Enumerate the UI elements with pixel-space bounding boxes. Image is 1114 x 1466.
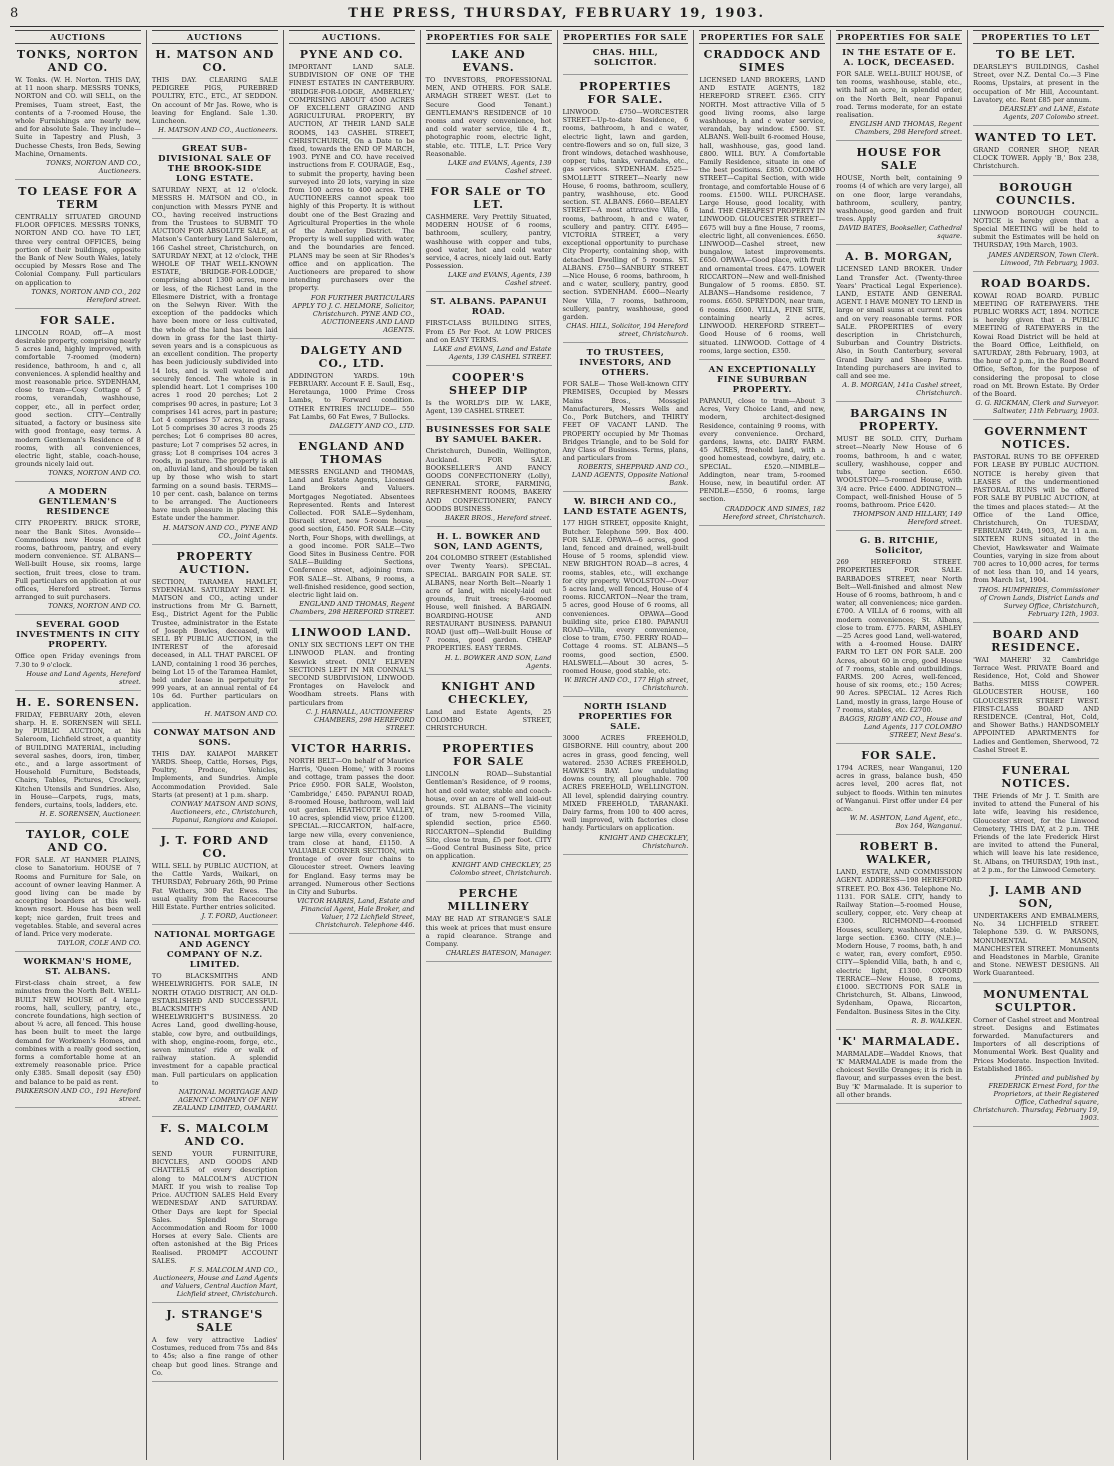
ad-title: TO TRUSTEES, INVESTORS, AND OTHERS. xyxy=(579,348,672,379)
ad-signature: THOS. HUMPHRIES, Commissioner of Crown Lands, District Lands and Survey Office, Christchurch, February 12th, 1903. xyxy=(978,585,1099,618)
ad-signature: R. B. WALKER. xyxy=(911,1016,963,1025)
ad-signature: BAGGS, RIGBY AND CO., House and Land Agents, 117 COLOMBO STREET, Next Besa's. xyxy=(839,714,963,739)
ad-signature: BAKER BROS., Hereford street. xyxy=(444,514,552,523)
advertisement xyxy=(836,1035,962,1104)
top-rule xyxy=(10,26,1104,27)
ad-title: J. T. FORD AND CO. xyxy=(160,834,270,861)
advertisement xyxy=(152,1308,278,1382)
ad-body: 177 HIGH STREET, opposite Knight, Butcher. Telephone 599. Box 400. FOR SALE. OPAWA—6 acres, good land, fenced and drained, well-built House of 5 rooms, splendid view. NEW BRIGHTON ROAD—8 acres, 4 rooms, stables, etc., will exchange for city property. WOOLSTON—Over 5 acres land, well fenced, House of 4 rooms. RICCARTON—Near the tram, 5 acres, good House of 6 rooms, all conveniences. OPAWA—Good building site, price £180. PAPANUI ROAD—Villa, every convenience, close to tram, £750. FERRY ROAD—Cottage 4 rooms. ST. ALBANS—5 rooms, good section, £500. HALSWELL—About 30 acres, 5-roomed House, good stable, etc. xyxy=(562,519,689,675)
ad-body: SATURDAY NEXT, at 12 o'clock. MESSRS H. MATSON and CO., in conjunction with Messrs PYNE and CO., having received instructions from the Trustees to SUBMIT TO AUCTION FOR ABSOLUTE SALE, at Matson's Canterbury Land Saleroom, 166 Cashel street, Christchurch, on SATURDAY NEXT, at 12 o'clock, THE WHOLE OF THAT WELL-KNOWN ESTATE, 'BRIDGE-FOR-LODGE,' comprising about 1300 acres, more or less, of the Richest Land in the Ellesmere District, with a frontage on the Selwyn River. With the exception of the paddocks which have been more or less cultivated, the whole of the land has been laid down in grass for the last thirty-seven years and is a conspicuous as an excellent condition. The property has been judiciously subdivided into 14 lots, and is well watered and securely fenced. The whole is in splendid heart. Lot 1 comprises 100 acres 1 rood 20 perches; Lot 2 comprises 90 acres, in pasture; Lot 3 comprises 141 acres, part in pasture; Lot 4 comprises 57 acres, in grass; Lot 5 comprises 30 acres 3 roods 25 perches; Lot 6 comprises 80 acres, pasture; Lot 7 comprises 52 acres, in grass; Lot 8 comprises 104 acres 3 roods, in pasture. The property is all on, alluvial land, and should be taken up by those who wish to start farming on a sound basis. TERMS—10 per cent. cash, balance on terms to be arranged. The Auctioneers have much pleasure in placing this Estate under the hammer. xyxy=(151,186,278,523)
ad-title: AN EXCEPTIONALLY FINE SUBURBAN PROPERTY. xyxy=(708,364,817,395)
ad-title: BUSINESSES FOR SALE BY SAMUEL BAKER. xyxy=(426,425,551,446)
ad-body: SEND YOUR FURNITURE, BICYCLES, AND GOODS AND CHATTELS of every description along to MALCOLM'S AUCTION MART. If you wish to realise Top Price. AUCTION SALES Held Every WEDNESDAY AND SATURDAY. Other Days are kept for Special Sales. Splendid Storage Accommodation and Room for 1000 Horses at every Sale. Clients are often astonished at the Big Prices Realised. PROMPT ACCOUNT SALES. xyxy=(151,1150,278,1265)
ad-body: FRIDAY, FEBRUARY 20th, eleven sharp. H. E. SORENSEN will SELL by PUBLIC AUCTION, at his Saleroom, Lichfield street, a quantity of BUILDING MATERIAL, including several sashes, doors, iron, timber, etc., and a large assortment of Household Furniture, Bedsteads, Chairs, Tables, Pictures, Crockery, Kitchen Utensils and Sundries. Also, in House—Carpets, rugs, mats, fenders, curtains, tools, ladders, etc. xyxy=(15,710,141,809)
ad-signature: H. E. SORENSEN, Auctioneer. xyxy=(39,810,141,819)
advertisement xyxy=(426,887,552,962)
advertisement xyxy=(289,440,415,621)
advertisement xyxy=(563,80,689,343)
advertisement xyxy=(699,48,825,360)
ad-signature: G. G. RICKMAN, Clerk and Surveyor. Saltwater, 11th February, 1903. xyxy=(975,399,1099,416)
ad-body: LAND, ESTATE, AND COMMISSION AGENT. ADDRESS—198 HEREFORD STREET. P.O. Box 436. Telephone No. 1131. FOR SALE. CITY, handy to Railway Station—5-roomed House, scullery, copper, etc. Very cheap at £300. RICHMOND—4-roomed Houses, scullery, washhouse, stable, large section. £360. CITY (N.E.)—Modern House, 7 rooms, bath, h and c water, ran, every comfort, £950. CITY—Splendid Villa, bath, h and c, electric light, £1300. OXFORD TERRACE—New House, 8 rooms, £1000. SECTIONS FOR SALE in Christchurch, St. Albans, Linwood, Sydenham, Opawa, Riccarton, Fendalton. Business Sites in the City. xyxy=(836,868,963,1016)
ad-body: 1794 ACRES, near Wanganui, 120 acres in grass, balance bush, 450 acres level, 200 acres flat, not subject to floods. Within ten minutes of Wanganui. First offer under £4 per acre. xyxy=(836,763,963,813)
ad-signature: TAYLOR, COLE AND CO. xyxy=(57,939,141,948)
ad-title: ROBERT B. WALKER, xyxy=(859,840,939,867)
column-header: PROPERTIES TO LET xyxy=(973,30,1099,44)
advertisement xyxy=(15,620,141,690)
ad-body: 269 HEREFORD STREET. PROPERTIES FOR SALE. BARBADOES STREET, near North Belt—Well-finished and almost New House of 6 rooms, bathroom, h and c water, all conveniences; nice garden. £700. A VILLA of 6 rooms, with all modern conveniences; St. Albans, close to tram. £775. FARM, ASHLEY—25 Acres good Land, well-watered, with a 4-roomed House. DAIRY FARM TO LET ON FOR SALE. 200 Acres, about 60 in crop, good House of 7 rooms, stable and outbuildings. FARMS. 200 Acres, well-fenced, house of six rooms, etc.; 150 Acres; 90 Acres. SPECIAL. 12 Acres Rich Land, mostly in grass, large House of 7 rooms, stables, etc. £2700. xyxy=(836,558,963,714)
advertisement xyxy=(426,48,552,180)
ad-signature: TONKS, NORTON AND CO., 202 Hereford street. xyxy=(31,287,141,304)
ad-title: BARGAINS IN PROPERTY. xyxy=(850,407,949,434)
ad-signature: A. B. MORGAN, 141a Cashel street, Christchurch. xyxy=(842,381,963,398)
ad-body: 204 COLOMBO STREET (Established over Twenty Years). SPECIAL. SPECIAL. BARGAIN FOR SALE. ST. ALBANS, near North Belt—Nearly 1 acre of land, with nicely-laid out grounds, fruit trees; 6-roomed House, well finished. A BARGAIN. BOARDING-HOUSE AND RESTAURANT BUSINESS. PAPANUI ROAD (just off)—Well-built House of 7 rooms, good garden. CHEAP PROPERTIES. EASY TERMS. xyxy=(425,554,552,653)
advertisement xyxy=(836,250,962,402)
ad-signature: TONKS, NORTON AND CO., Auctioneers. xyxy=(46,159,141,176)
ad-title: W. BIRCH AND CO., LAND ESTATE AGENTS, xyxy=(563,497,688,518)
ad-signature: CHAS. HILL, Solicitor, 194 Hereford street, Christchurch. xyxy=(566,322,689,339)
ad-body: Office open Friday evenings from 7.30 to 9 o'clock. xyxy=(15,652,141,669)
advertisement xyxy=(152,48,278,139)
ad-body: ADDINGTON YARDS. 19th FEBRUARY. Account F. E. Saull, Esq., Heretaunga, 1000 Prime Cross Lambs, to Forward condition. OTHER ENTRIES INCLUDE— 550 Fat Lambs, 60 Fat Ewes, 7 Bullocks. xyxy=(288,371,415,421)
ad-signature: KNIGHT AND CHECKLEY, Christchurch. xyxy=(599,833,689,850)
column-header: PROPERTIES FOR SALE xyxy=(700,32,825,42)
advertisement xyxy=(563,497,689,697)
ad-signature: DALGETY AND CO., LTD. xyxy=(329,421,415,430)
ad-body: PASTORAL RUNS TO BE OFFERED FOR LEASE BY PUBLIC AUCTION. NOTICE is hereby given that LEASES of the undermentioned PASTORAL RUNS will be offered FOR SALE BY PUBLIC AUCTION, at the times and places stated:— At the Office of the Land Office, Christchurch, On TUESDAY, FEBRUARY 24th, 1903, At 11 a.m. SIXTEEN RUNS situated in the Cheviot, Hawkswater and Waimate Counties, varying in size from about 700 acres to 10,000 acres, for terms of not less than 10, and 14 years, from March 1st, 1904. xyxy=(973,453,1099,585)
advertisement xyxy=(15,696,141,823)
ad-title: NORTH ISLAND PROPERTIES FOR SALE. xyxy=(578,702,673,733)
advertisement xyxy=(15,957,141,1108)
ad-body: KOWAI ROAD BOARD. PUBLIC MEETING OF RATEPAYERS. THE PUBLIC WORKS ACT, 1894. NOTICE is hereby given that a PUBLIC MEETING of RATEPAYERS in the Kowai Road District will be held at the Board Office, Leithfield, on SATURDAY, 28th February, 1903, at the hour of 2 p.m., in the Road Board Office, Sefton, for the purpose of considering the proposal to close road on Mt. Brown Estate. By Order of the Board. xyxy=(973,291,1099,399)
ad-body: MUST BE SOLD. CITY, Durham street—Nearly New House of 6 rooms, bathroom, h and c water, scullery, washhouse, copper and tubs, large section. £650. WOOLSTON—5-roomed House, with 3/4 acre. Price £400. ADDINGTON—Compact, well-finished House of 5 rooms, bathroom. Price £420. xyxy=(836,435,963,509)
advertisement xyxy=(973,425,1099,622)
ad-body: TO INVESTORS, PROFESSIONAL MEN, AND OTHERS. FOR SALE. ARMAGH STREET WEST. (Let to Secure Good Tenant.) GENTLEMAN'S RESIDENCE of 10 rooms and every convenience, hot and cold water service, tile 4 ft., photographic room, electric light, stable, etc. TITLE, L.T. Price Very Reasonable. xyxy=(425,76,552,158)
ad-body: THIS DAY. KAIAPOI MARKET YARDS. Sheep, Cattle, Horses, Pigs, Poultry, Produce, Vehicles, Implements, and Sundries. Ample Accommodation Provided. Sale Starts (at present) at 1 p.m. sharp. xyxy=(151,749,278,799)
advertisement xyxy=(426,742,552,882)
advertisement xyxy=(836,840,962,1030)
ad-title: TONKS, NORTON AND CO. xyxy=(16,48,139,74)
advertisement xyxy=(973,181,1099,272)
ad-body: THIS DAY. CLEARING SALE PEDIGREE PIGS, PUREBRED POULTRY, ETC., ETC., AT SEDDON. On account of Mr Jas. Rowe, who is leaving for England. Sale 1.30. Luncheon. xyxy=(151,76,278,126)
advertisement xyxy=(426,425,552,527)
ad-signature: CONWAY MATSON AND SONS, Auctioneers, etc., Christchurch, Papanui, Rangiora and Kaiapoi. xyxy=(170,800,278,825)
ad-signature: Printed and published by FREDERICK Ernest Ford, for the Proprietors, at their Registered Office, Cathedral square, Christchurch. Thursday, February 19, 1903. xyxy=(973,1074,1099,1123)
ad-title: PROPERTIES FOR SALE. xyxy=(579,80,672,106)
newspaper-title: THE PRESS, THURSDAY, FEBRUARY 19, 1903. xyxy=(348,5,766,21)
ad-signature: JAMES ANDERSON, Town Clerk. Linwood, 7th February, 1903. xyxy=(988,250,1099,267)
advertisement xyxy=(563,702,689,854)
ad-body: ONLY SIX SECTIONS LEFT ON THE LINWOOD PLAN. and fronting Keswick street. ONLY ELEVEN SECTIONS LEFT IN MR CONNAL'S SECOND SUBDIVISION, LINWOOD. Frontages on Havelock and Woodham streets. Plans with particulars from xyxy=(288,641,415,707)
advertisement xyxy=(426,297,552,366)
ad-signature: CHARLES BATESON, Manager. xyxy=(445,949,552,958)
ad-title: ROAD BOARDS. xyxy=(980,276,1092,290)
ad-signature: FOR FURTHER PARTICULARS APPLY TO J. C. HELMORE, Solicitor, Christchurch. PYNE AND CO., AUCTIONEERS AND LAND AGENTS. xyxy=(292,293,415,334)
columns xyxy=(10,30,1104,1460)
ad-title: CONWAY MATSON AND SONS. xyxy=(153,727,277,748)
ad-body: MESSRS ENGLAND and THOMAS, Land and Estate Agents, Licensed Land Brokers and Valuers. Mortgages Negotiated. Absentees Represented. Rents and Interest Collected. FOR SALE—Sydenham, Disraeli street, new 5-room house, good section, £450. FOR SALE—City North, Four Shops, with dwellings, at a good income. FOR SALE—Two Good Sites in Business Centre. FOR SALE—Building Sections, Conference street, adjoining tram. FOR SALE—St. Albans, 9 rooms, a well-finished residence, good section, electric light laid on. xyxy=(288,467,415,599)
column-header: AUCTIONS xyxy=(152,30,278,44)
ad-title: GOVERNMENT NOTICES. xyxy=(984,425,1088,452)
ad-signature: KNIGHT AND CHECKLEY, 25 Colombo street, Christchurch. xyxy=(450,861,552,878)
ad-body: SECTION, TARAMEA HAMLET, SYDENHAM. SATURDAY NEXT. H. MATSON and CO., acting under instructions from Mr G. Barnett, Esq., District Agent for the Public Trustee, administrator in the Estate of Joseph Bowles, deceased, will SELL BY PUBLIC AUCTION, in the INTEREST of the aforesaid deceased, in ALL THAT PARCEL OF LAND, containing 1 rood 36 perches, being Lot 15 of the Taramea Hamlet, held under lease in perpetuity for 999 years, at an annual rental of £4 10s 6d. Further particulars on application. xyxy=(151,577,278,709)
ad-title: H. L. BOWKER AND SON, LAND AGENTS, xyxy=(434,532,544,553)
ad-title: HOUSE FOR SALE xyxy=(856,146,942,173)
ad-title: TO BE LET. xyxy=(996,48,1076,61)
ad-signature: THOMPSON AND HILLARY, 149 Hereford street. xyxy=(852,510,963,527)
ad-signature: H. L. BOWKER AND SON, Land Agents. xyxy=(444,653,552,670)
ad-body: LINWOOD BOROUGH COUNCIL. NOTICE is hereby given that a Special MEETING will be held to submit the Estimates will be held on THURSDAY, 19th March, 1903. xyxy=(973,208,1099,250)
ad-body: Is the WORLD'S DIP. W. LAKE, Agent, 139 CASHEL STREET. xyxy=(425,399,552,416)
advertisement xyxy=(836,536,962,744)
ad-signature: W. BIRCH AND CO., 177 High street, Christchurch. xyxy=(564,676,689,693)
ad-body: MARMALADE—Waddel Knows, that 'K' MARMALADE is made from the choicest Seville Oranges; it is rich in flavour, and surpasses even the best. Buy 'K' Marmalade. It is superior to all other brands. xyxy=(836,1049,963,1099)
ad-title: FOR SALE. xyxy=(40,313,116,327)
ad-body: FOR SALE. AT HANMER PLAINS, close to Sanatorium. HOUSE of 7 Rooms and Furniture for Sale, on account of owner leaving Hanmer. A good living can be made by accepting boarders at this well-known resort. House has been well kept; nice garden, fruit trees and vegetables. Stable, and several acres of land. Price very moderate. xyxy=(15,856,141,939)
ad-body: FOR SALE. WELL-BUILT HOUSE, of ten rooms, washhouse, stable, etc., with half an acre, in splendid order, on the North Belt, near Papanui road. Terms moderate, for an estate realisation. xyxy=(836,70,963,120)
advertisement xyxy=(699,365,825,526)
ad-title: A. B. MORGAN, xyxy=(845,250,954,264)
advertisement xyxy=(836,407,962,531)
ad-signature: VICTOR HARRIS, Land, Estate and Financial Agent, Hale Broker, and Valuer, 172 Lichfield Street, Christchurch. Telephone 446. xyxy=(297,897,415,930)
ad-body: WILL SELL by PUBLIC AUCTION, at the Cattle Yards, Waikari, on THURSDAY, February 26th, 90 Prime Fat Wethers, 300 Fat Ewes. The usual quality from the Racecourse Hill Estate. Further entries solicited. xyxy=(151,862,278,912)
ad-title: H. E. SORENSEN. xyxy=(16,695,140,709)
advertisement xyxy=(152,728,278,829)
ad-body: TO BLACKSMITHS AND WHEELWRIGHTS. FOR SALE, IN NORTH OTAGO DISTRICT, AN OLD-ESTABLISHED AND SUCCESSFUL BLACKSMITH'S AND WHEELWRIGHT'S BUSINESS. 20 Acres Land, good dwelling-house, stable, cow byre, and outbuildings, with shop, engine-room, forge, etc., seven minutes' ride or walk of railway station. A splendid investment for a capable practical man. Full particulars on application to xyxy=(151,972,278,1087)
advertisement xyxy=(836,48,962,141)
ad-title: G. B. RITCHIE, Solicitor, xyxy=(859,536,939,557)
ad-body: LINCOLN ROAD—Substantial Gentleman's Residence, of 9 rooms, hot and cold water, stable and coach-house, over an acre of well laid-out grounds. ST. ALBANS—The vicinity of tram, new 5-roomed Villa, splendid section, price £560. RICCARTON—Splendid Building Site, close to tram, £5 per foot. CITY—Good Central Business Site, price on application. xyxy=(425,770,552,861)
ad-title: CHAS. HILL, SOLICITOR. xyxy=(592,48,659,68)
column-header: PROPERTIES FOR SALE xyxy=(837,32,961,42)
ad-title: WANTED TO LET. xyxy=(974,131,1098,145)
advertisement xyxy=(563,48,689,75)
ad-signature: CRADDOCK AND SIMES, 182 Hereford street, Christchurch. xyxy=(722,504,826,521)
advertisement xyxy=(973,988,1099,1127)
ad-signature: F. S. MALCOLM AND CO., Auctioneers, House and Land Agents and Valuers, Central Auction Mart, Lichfield street, Christchurch. xyxy=(153,1265,278,1298)
ad-body: CASHMERE. Very Prettily Situated, MODERN HOUSE of 6 rooms, bathroom, scullery, pantry, washhouse with copper and tubs, good water, hot and cold water service, 4 acres, nicely laid out. Early Possession. xyxy=(425,213,552,271)
ad-signature: LAKE and EVANS, Land and Estate Agents, 139 CASHEL STREET. xyxy=(433,345,552,362)
advertisement xyxy=(15,487,141,615)
ad-signature: DEARSLEY and LANE, Estate Agents, 207 Colombo street. xyxy=(999,105,1099,122)
column-4 xyxy=(421,30,558,1460)
advertisement xyxy=(15,314,141,482)
ad-body: A few very attractive Ladies' Costumes, reduced from 75s and 84s to 45s; also a fine range of other cheap but good lines. Strange and Co. xyxy=(151,1335,278,1377)
ad-title: FOR SALE. xyxy=(861,748,938,762)
ad-signature: J. T. FORD, Auctioneer. xyxy=(201,912,278,921)
advertisement xyxy=(152,1122,278,1303)
ad-body: LICENSED LAND BROKERS, LAND AND ESTATE AGENTS, 182 HEREFORD STREET. £365. CITY NORTH. Most attractive Villa of 5 good living rooms, also large washhouse, h and c water service, verandah, bay window. £500. ST. ALBANS. Well-built 6-roomed House, hall, washhouse, gas, good land. £800. WILL BUY. A Comfortable Family Residence, situate in one of the best positions. £850. COLOMBO STREET—Capital Section, with wide frontage, and comfortable House of 6 rooms. £1500. WILL PURCHASE. Large House, good locality, with land. THE CHEAPEST PROPERTY IN LINWOOD. GLOUCESTER STREET—£675 will buy a fine House, 7 rooms, electric light, all conveniences. £650. LINWOOD—Cashel street, new bungalow, latest improvements. £650. OPAWA—Good place, with fruit and ornamental trees. £475. LOWER RICCARTON—New and well-finished Bungalow of 5 rooms. £850. ST. ALBANS—Handsome residence, 7 rooms. £650. SPREYDON, near tram, 6 rooms. £600. VILLA, FINE SITE, containing nearly 2 acres. LINWOOD. HEREFORD STREET—Good House of 6 rooms, well situated. LINWOOD. Cottage of 4 rooms, large section, £350. xyxy=(699,76,826,355)
ad-title: PROPERTY AUCTION. xyxy=(176,549,254,576)
ad-title: CRADDOCK AND SIMES xyxy=(703,48,821,74)
ad-body: FIRST-CLASS BUILDING SITES, From £5 Per Foot. At LOW PRICES and on EASY TERMS. xyxy=(425,319,552,344)
column-7 xyxy=(831,30,968,1460)
advertisement xyxy=(426,680,552,738)
ad-title: 'K' MARMALADE. xyxy=(837,1034,961,1048)
advertisement xyxy=(836,749,962,835)
ad-signature: H. MATSON AND CO., PYNE AND CO., Joint Agents. xyxy=(162,523,278,540)
advertisement xyxy=(426,185,552,292)
ad-body: PAPANUI, close to tram—About 3 Acres, Very Choice Land, and new, modern, architect-designed Residence, containing 9 rooms, with every convenience. Orchard, gardens, lawns, etc. DAIRY FARM. 45 ACRES, freehold land, with a good homestead, cowbyre, dairy, etc. SPECIAL. £520.—NIMBLE—Addington, near tram, 5-roomed House, new, in beautiful order. AT PENDLE—£550, 6 rooms, large section. xyxy=(699,396,826,504)
column-header: AUCTIONS. xyxy=(289,30,415,44)
advertisement xyxy=(152,834,278,925)
ad-title: PERCHE MILLINERY xyxy=(447,887,530,914)
ad-signature: TONKS, NORTON AND CO. xyxy=(48,469,141,478)
advertisement xyxy=(563,348,689,492)
ad-body: NORTH BELT—On behalf of Maurice Harris, 'Queen Home,' with 3 rooms and cottage, tram passes the door. Price £950. FOR SALE, Woolston, 'Cambridge,' £450. PAPANUI ROAD, 8-roomed House, bathroom, well laid out garden. HEATHCOTE VALLEY, 10 acres, splendid view, price £1200. SPECIAL.—RICCARTON, half-acre, large new villa, every convenience, tram close at hand, £1150. A VALUABLE CORNER SECTION, with frontage of over four chains to Gloucester street. Owners leaving for England. Easy terms may be arranged. Numerous other Sections in City and Suburbs. xyxy=(288,756,415,897)
ad-signature: C. J. HARNALL, AUCTIONEERS' CHAMBERS, 298 HEREFORD STREET. xyxy=(305,707,415,732)
ad-title: ENGLAND AND THOMAS xyxy=(298,439,406,466)
ad-title: IN THE ESTATE OF E. A. LOCK, DECEASED. xyxy=(842,48,957,68)
ad-body: Christchurch, Dunedin, Wellington, Auckland. FOR SALE. BOOKSELLER'S AND FANCY GOODS CONFECTIONERY (Lolly), GENERAL STORE, FARMING, REFRESHMENT ROOMS, BAKERY AND CONFECTIONERY, FANCY GOODS BUSINESS. xyxy=(425,447,552,513)
ad-title: TO LEASE FOR A TERM xyxy=(18,185,138,212)
ad-signature: H. MATSON AND CO. xyxy=(204,709,278,718)
ad-signature: LAKE and EVANS, Agents, 139 Cashel street. xyxy=(447,271,552,288)
ad-body: HOUSE, North belt, containing 9 rooms (4 of which are very large), all on one floor, large verandahs, bathroom, scullery, pantry, washhouse, good garden and fruit trees. Apply xyxy=(836,174,963,224)
ad-title: ST. ALBANS. PAPANUI ROAD. xyxy=(430,297,547,318)
ad-body: First-class chain street, a few minutes from the North Belt. WELL-BUILT NEW HOUSE of 4 large rooms, hall, scullery, pantry, etc., concrete foundations, high section of about ¼ acre, all fenced. This house has been built to meet the large demand for Workmen's Homes, and combines with a really good section, forms a comfortable home at an extremely reasonable price. Price only £385. Small deposit (say £50) and balance to be paid as rent. xyxy=(15,979,141,1086)
ad-signature: NATIONAL MORTGAGE AND AGENCY COMPANY OF NEW ZEALAND LIMITED, OAMARU. xyxy=(172,1088,278,1113)
ad-body: CENTRALLY SITUATED GROUND FLOOR OFFICES. MESSRS TONKS, NORTON AND CO. have TO LET, three very central OFFICES, being portion of their buildings, opposite the Bank of New South Wales, lately occupied by Messrs Rose and The Colonial Company. Full particulars on application to xyxy=(15,213,141,287)
ad-signature: PARKERSON AND CO., 191 Hereford street. xyxy=(15,1086,141,1103)
advertisement xyxy=(15,48,141,180)
advertisement xyxy=(152,930,278,1117)
ad-title: NATIONAL MORTGAGE AND AGENCY COMPANY OF N.Z. LIMITED. xyxy=(154,930,276,971)
advertisement xyxy=(973,131,1099,176)
advertisement xyxy=(152,144,278,544)
ad-body: GRAND CORNER SHOP, NEAR CLOCK TOWER. Apply 'B,' Box 238, Christchurch. xyxy=(973,146,1099,171)
ad-body: Corner of Cashel street and Montreal street. Designs and Estimates forwarded. Manufacturers and Importers of all descriptions of Monumental Work. Best Quality and Prices Moderate. Inspection Invited. Established 1865. xyxy=(973,1015,1099,1073)
ad-title: GREAT SUB-DIVISIONAL SALE OF THE BROOK-SIDE LONG ESTATE. xyxy=(158,144,272,185)
advertisement xyxy=(973,48,1099,126)
column-8 xyxy=(968,30,1104,1460)
ad-body: W. Tonks. (W. H. Norton. THIS DAY, at 11 noon sharp. MESSRS TONKS, NORTON and CO. will SELL, on the Premises, Tuam street, East, the contents of a 7-roomed House, the whole Furnishings are nearly new, and for absolute Sale. They include— Suite in Tapestry and Plush, 3 Duchesse Chests, Iron Beds, Sewing Machine, Ornaments. xyxy=(15,76,141,158)
ad-title: PROPERTIES FOR SALE xyxy=(442,742,535,769)
page-number: 8 xyxy=(10,5,20,21)
ad-title: BOARD AND RESIDENCE. xyxy=(991,627,1081,654)
advertisement xyxy=(152,550,278,723)
ad-title: J. LAMB AND SON, xyxy=(989,884,1083,910)
ad-body: LINWOOD. £750—WORCESTER STREET—Up-to-date Residence, 6 rooms, bathroom, h and c water, electric light, lawn and garden, centre-flowers and so on, full size, 3 front windows, detached washhouse, copper, tubs, tanks, verandahs, etc., gas services. SYDENHAM. £525—SMOLLETT STREET—Nearly new House, 6 rooms, bathroom, scullery, pantry, washhouse, etc. Good section. ST. ALBANS. £660—BEALEY STREET—A most attractive Villa, 6 rooms, bathroom, h and c water, scullery and pantry. CITY. £495—VICTORIA STREET, a very exceptional opportunity to purchase City Property, containing shop, with detached Dwelling of 5 rooms. ST. ALBANS. £750—SANBURY STREET—Nice House, 6 rooms, bathroom, h and c water, scullery, pantry, good section. SYDENHAM. £600—Nearly New Villa, 7 rooms, bathroom, scullery, pantry, washhouse, good garden. xyxy=(562,108,689,322)
advertisement xyxy=(289,48,415,339)
ad-body: LINCOLN ROAD, off—A most desirable property, comprising nearly 5 acres land, highly improved, with comfortable 7-roomed (modern) residence, bathroom, h and c, all conveniences. A splendid healthy and most reasonable price. SYDENHAM, close to tram—Cosy Cottage of 5 rooms, verandah, washhouse, copper, etc., all in perfect order, good section. CITY—Centrally situated, a factory or business site with good frontage, easy terms. A modern Gentleman's Residence of 8 rooms, with all conveniences, electric light, stable, coach-house, grounds nicely laid out. xyxy=(15,328,141,469)
ad-title: FUNERAL NOTICES. xyxy=(1001,763,1071,790)
ad-body: CITY PROPERTY. BRICK STORE, near the Bank Sites. Avonside—Commodious new House of eight rooms, bathroom, pantry, and every modern convenience. ST. ALBANS—Well-built House, six rooms, large section, fruit trees, close to tram. Full particulars on application at our offices, Hereford street. Terms arranged to suit purchasers. xyxy=(15,519,141,602)
column-2 xyxy=(147,30,284,1460)
ad-title: H. MATSON AND CO. xyxy=(155,48,275,74)
ad-body: THE Friends of Mr J. T. Smith are invited to attend the Funeral of his late wife, leaving his residence, Gloucester street, for the Linwood Cemetery, THIS DAY, at 2 p.m. THE Friends of the late Frederick Hirst are invited to attend the Funeral, which will leave his late residence, St. Albans, on THURSDAY, 19th inst., at 2 p.m., for the Linwood Cemetery. xyxy=(973,791,1099,874)
advertisement xyxy=(973,764,1099,879)
ad-signature: ENGLISH AND THOMAS, Regent Chambers, 298 Hereford street. xyxy=(849,120,963,137)
column-1 xyxy=(10,30,147,1460)
ad-title: SEVERAL GOOD INVESTMENTS IN CITY PROPERTY. xyxy=(16,620,140,651)
advertisement xyxy=(836,146,962,245)
advertisement xyxy=(289,742,415,934)
ad-title: DALGETY AND CO., LTD. xyxy=(300,343,403,370)
ad-body: LICENSED LAND BROKER. Under Land Transfer Act. (Twenty-three Years' Practical Legal Experience). LAND, ESTATE AND GENERAL AGENT. I HAVE MONEY TO LEND in large or small sums at current rates and on very reasonable terms. FOR SALE. PROPERTIES of every description in Christchurch, Suburban and Country Districts. Also, in South Canterbury, several Grand Dairy and Sheep Farms. Intending purchasers are invited to call and see me. xyxy=(836,265,963,381)
ad-title: VICTOR HARRIS. xyxy=(291,741,413,755)
ad-title: COOPER'S SHEEP DIP xyxy=(448,371,529,398)
advertisement xyxy=(973,277,1099,421)
ad-body: MAY BE HAD AT STRANGE'S SALE this week at prices that must ensure a rapid clearance. Strange and Company. xyxy=(425,915,552,948)
advertisement xyxy=(15,828,141,952)
ad-body: IMPORTANT LAND SALE. SUBDIVISION OF ONE OF THE FINEST ESTATES IN CANTERBURY. 'BRIDGE-FOR-LODGE, AMBERLEY,' COMPRISING ABOUT 4500 ACRES OF EXCELLENT GRAZING AND AGRICULTURAL PROPERTY, BY AUCTION, AT THEIR LAND SALE ROOMS, 143 CASHEL STREET, CHRISTCHURCH, On a Date to be fixed, towards the END OF MARCH, 1903. PYNE and CO. have received instructions from F. COURAGE, Esq., to submit the property, having been surveyed into 20 lots, varying in size from 100 acres to 400 acres. THE AUCTIONEERS cannot speak too highly of this Property. It is without doubt one of the Best Grazing and Agricultural Properties in the whole of the Amberley District. The Property is well supplied with water, and the boundaries are fenced. PLANS may be seen at Sir Rhodes's office and on application. The Auctioneers are prepared to show intending purchasers over the property. xyxy=(288,63,415,293)
ad-signature: TONKS, NORTON AND CO. xyxy=(48,602,141,611)
ad-title: F. S. MALCOLM AND CO. xyxy=(160,1122,270,1149)
column-header: AUCTIONS xyxy=(15,30,141,44)
ad-body: DEARSLEY'S BUILDINGS, Cashel Street, over N.Z. Dental Co.—3 Fine Rooms, Upstairs, at present in the occupation of Mr Hill, Accountant. Lavatory, etc. Rent £85 per annum. xyxy=(973,63,1099,104)
ad-signature: H. MATSON AND CO., Auctioneers. xyxy=(158,126,278,135)
column-header: PROPERTIES FOR SALE xyxy=(426,32,551,42)
ad-signature: W. M. ASHTON, Land Agent, etc., Box 164, Wanganui. xyxy=(849,814,963,831)
advertisement xyxy=(289,344,415,435)
ad-title: LAKE AND EVANS. xyxy=(451,48,526,74)
ad-title: KNIGHT AND CHECKLEY, xyxy=(441,679,536,706)
column-header: PROPERTIES FOR SALE xyxy=(563,32,688,42)
ad-body: 3000 ACRES FREEHOLD, GISBORNE. Hill country, about 200 acres in grass, good fencing, well watered. 2530 ACRES FREEHOLD, HAWKE'S BAY. Low undulating downs country, all ploughable. 700 ACRES FREEHOLD, WELLINGTON. All level, splendid dairying country. MIXED FREEHOLD, TARANAKI. Dairy farms, from 100 to 400 acres, well improved, with factories close handy. Particulars on application. xyxy=(562,734,689,833)
ad-body: FOR SALE— Those Well-known CITY PREMISES, Occupied by Messrs Mains Bros., Mossgiel Manufacturers, Messrs Wells and Co., Pork Butchers, and THIRTY FEET OF VACANT LAND. The PROPERTY occupied by Mr Thomas Bridges Triangle, and to be Sold for Any Class of Business. Terms, plans, and particulars from xyxy=(562,380,689,463)
ad-title: LINWOOD LAND. xyxy=(291,626,412,640)
column-6 xyxy=(694,30,831,1460)
ad-signature: ENGLAND AND THOMAS, Regent Chambers, 298 HEREFORD STREET. xyxy=(289,600,415,617)
column-5 xyxy=(558,30,695,1460)
ad-body: Land and Estate Agents, 25 COLOMBO STREET, CHRISTCHURCH. xyxy=(425,707,552,732)
ad-signature: DAVID BATES, Bookseller, Cathedral square. xyxy=(838,224,963,241)
column-3 xyxy=(284,30,421,1460)
advertisement xyxy=(973,628,1099,759)
advertisement xyxy=(15,185,141,309)
ad-body: 'WAI MAHERI' 32 Cambridge Terrace West. PRIVATE Board and Residence, Hot, Cold and Shower Baths. MISS COWPER. GLOUCESTER HOUSE, 160 GLOUCESTER STREET WEST. FIRST-CLASS BOARD AND RESIDENCE. (Central, Hot, Cold, and Shower Baths.) HANDSOMELY APPOINTED APARTMENTS for Ladies and Gentlemen, Sherwood, 72 Cashel Street E. xyxy=(973,655,1099,754)
ad-title: WORKMAN'S HOME, ST. ALBANS. xyxy=(23,957,133,978)
ad-signature: LAKE and EVANS, Agents, 139 Cashel street. xyxy=(447,159,552,176)
masthead xyxy=(10,2,1104,24)
advertisement xyxy=(426,371,552,420)
ad-title: BOROUGH COUNCILS. xyxy=(996,180,1077,207)
ad-title: FOR SALE or TO LET. xyxy=(430,185,547,212)
ad-signature: ROBERTS, SHEPPARD AND CO., LAND AGENTS, Opposite National Bank. xyxy=(571,463,689,488)
ad-body: UNDERTAKERS AND EMBALMERS, No. 34 LICHFIELD STREET. Telephone 539. G. W. PARSONS, MONUMENTAL MASON, MANCHESTER STREET. Monuments and Headstones in Marble, Granite and Stone. NEWEST DESIGNS. All Work Guaranteed. xyxy=(973,912,1099,978)
advertisement xyxy=(426,532,552,674)
ad-title: MONUMENTAL SCULPTOR. xyxy=(983,987,1089,1014)
ad-title: A MODERN GENTLEMAN'S RESIDENCE xyxy=(38,487,118,518)
advertisement xyxy=(973,884,1099,983)
ad-title: J. STRANGE'S SALE xyxy=(166,1307,264,1334)
ad-signature: House and Land Agents, Hereford street. xyxy=(26,669,141,686)
ad-title: TAYLOR, COLE AND CO. xyxy=(25,828,130,855)
advertisement xyxy=(289,626,415,737)
ad-title: PYNE AND CO. xyxy=(299,48,404,61)
